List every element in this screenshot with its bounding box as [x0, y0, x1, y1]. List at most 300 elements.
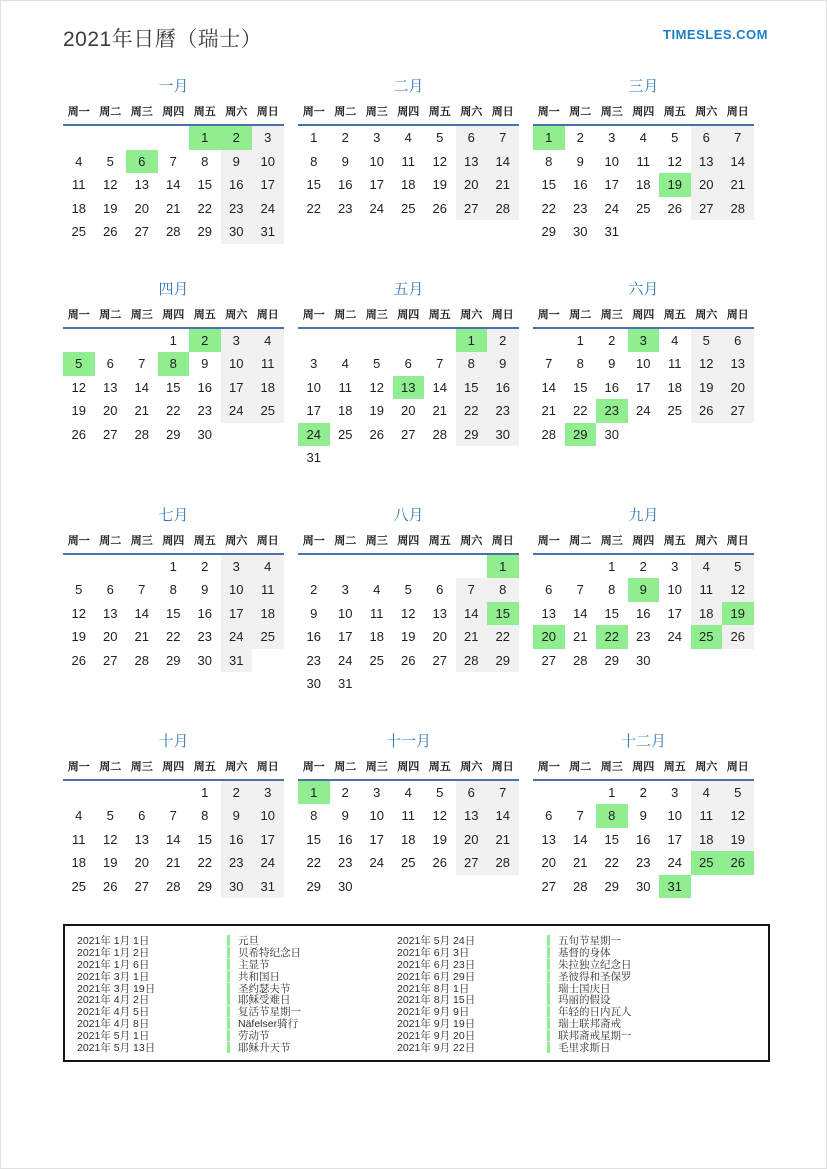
- empty-cell: [393, 875, 425, 899]
- weekday-header: 周一: [298, 532, 330, 554]
- day-cell: 3: [221, 554, 253, 579]
- holiday-date: 2021年 8月 15日: [397, 994, 476, 1007]
- day-cell: 13: [393, 376, 425, 400]
- day-cell: 30: [338, 878, 353, 894]
- holiday-name: Näfelser骑行: [238, 1017, 299, 1030]
- weekday-header: 周日: [487, 532, 519, 554]
- month-六月: [533, 278, 754, 470]
- day-cell: 31: [604, 224, 619, 240]
- day-cell: 22: [596, 625, 628, 649]
- day-cell: 7: [487, 125, 519, 150]
- day-cell: 8: [545, 153, 553, 169]
- weekday-header: 周六: [456, 103, 488, 125]
- day-cell: 10: [369, 808, 384, 824]
- holiday-marker-icon: [227, 994, 230, 1005]
- day-cell: 11: [338, 379, 352, 395]
- day-cell: 11: [72, 177, 86, 193]
- holiday-name: 主显节: [238, 959, 270, 971]
- day-cell: 6: [722, 328, 754, 353]
- holiday-name: 圣彼得和圣保罗: [558, 970, 632, 983]
- day-cell: 23: [338, 200, 353, 216]
- day-cell: 14: [541, 379, 556, 395]
- day-cell: 30: [636, 652, 651, 668]
- day-cell: 1: [189, 125, 221, 150]
- day-cell: 13: [103, 379, 118, 395]
- day-cell: 3: [310, 356, 318, 372]
- day-cell: 31: [659, 875, 691, 899]
- day-cell: 2: [341, 130, 349, 146]
- day-cell: 12: [667, 153, 682, 169]
- day-cell: 26: [401, 652, 416, 668]
- weekday-header: 周六: [456, 532, 488, 554]
- day-cell: 12: [432, 808, 447, 824]
- day-cell: 19: [103, 855, 118, 871]
- holiday-marker-icon: [547, 947, 550, 958]
- day-cell: 24: [221, 625, 253, 649]
- holiday-date: 2021年 4月 8日: [77, 1017, 150, 1030]
- day-cell: 31: [338, 676, 353, 692]
- day-cell: 20: [456, 173, 488, 197]
- day-cell: 24: [338, 652, 353, 668]
- day-cell: 20: [103, 629, 118, 645]
- weekday-header: 周五: [424, 103, 456, 125]
- holiday-marker-icon: [227, 1006, 230, 1017]
- day-cell: 7: [576, 582, 584, 598]
- weekday-header: 周二: [95, 532, 127, 554]
- day-cell: 11: [668, 356, 682, 372]
- day-cell: 15: [604, 831, 619, 847]
- month-grid: [533, 532, 754, 673]
- day-cell: 16: [636, 605, 651, 621]
- day-cell: 24: [636, 403, 651, 419]
- day-cell: 20: [541, 855, 556, 871]
- day-cell: 4: [252, 554, 284, 579]
- weekday-header: 周一: [298, 306, 330, 328]
- day-cell: 7: [576, 808, 584, 824]
- day-cell: 15: [197, 831, 212, 847]
- empty-cell: [424, 554, 456, 579]
- day-cell: 18: [667, 379, 682, 395]
- holiday-date: 2021年 6月 23日: [397, 959, 476, 971]
- day-cell: 2: [221, 780, 253, 805]
- day-cell: 15: [306, 177, 321, 193]
- holiday-name: 毛里求斯日: [558, 1041, 611, 1054]
- month-十一月: [298, 730, 519, 899]
- day-cell: 31: [306, 450, 321, 466]
- holiday-name: 联邦斋戒星期一: [558, 1029, 632, 1042]
- day-cell: 3: [373, 130, 381, 146]
- day-cell: 14: [166, 177, 181, 193]
- day-cell: 2: [576, 130, 584, 146]
- day-cell: 29: [604, 878, 619, 894]
- weekday-header: 周六: [691, 306, 723, 328]
- weekday-header: 周一: [63, 758, 95, 780]
- day-cell: 28: [432, 426, 447, 442]
- legend-column-left: [77, 935, 397, 1054]
- day-cell: 26: [432, 855, 447, 871]
- day-cell: 28: [573, 652, 588, 668]
- holiday-date: 2021年 9月 22日: [397, 1041, 476, 1054]
- day-cell: 5: [436, 784, 444, 800]
- month-title: 四月: [158, 280, 189, 298]
- day-cell: 28: [166, 224, 181, 240]
- day-cell: 3: [341, 582, 349, 598]
- day-cell: 14: [573, 605, 588, 621]
- day-cell: 28: [487, 851, 519, 875]
- day-cell: 28: [573, 878, 588, 894]
- day-cell: 11: [72, 831, 86, 847]
- day-cell: 10: [667, 808, 682, 824]
- day-cell: 23: [636, 629, 651, 645]
- legend-column-right: [397, 935, 756, 1054]
- day-cell: 9: [576, 153, 584, 169]
- day-cell: 2: [341, 784, 349, 800]
- holiday-name: 瑞士联邦斋戒: [558, 1017, 621, 1030]
- day-cell: 5: [404, 582, 412, 598]
- day-cell: 5: [671, 130, 679, 146]
- day-cell: 6: [691, 125, 723, 150]
- day-cell: 19: [71, 629, 86, 645]
- month-grid: [533, 306, 754, 447]
- day-cell: 1: [576, 332, 584, 348]
- day-cell: 25: [71, 224, 86, 240]
- day-cell: 16: [338, 831, 353, 847]
- weekday-header: 周四: [158, 532, 190, 554]
- day-cell: 11: [691, 804, 723, 828]
- weekday-header: 周日: [722, 103, 754, 125]
- empty-cell: [691, 875, 723, 899]
- day-cell: 6: [106, 582, 114, 598]
- day-cell: 7: [138, 356, 146, 372]
- day-cell: 5: [75, 582, 83, 598]
- weekday-header: 周四: [628, 532, 660, 554]
- weekday-header: 周三: [126, 103, 158, 125]
- day-cell: 8: [456, 352, 488, 376]
- day-cell: 22: [306, 855, 321, 871]
- holiday-marker-icon: [547, 994, 550, 1005]
- weekday-header: 周三: [596, 532, 628, 554]
- day-cell: 24: [252, 851, 284, 875]
- weekday-header: 周日: [252, 103, 284, 125]
- day-cell: 1: [310, 130, 318, 146]
- weekday-header: 周五: [189, 306, 221, 328]
- month-十二月: [533, 730, 754, 899]
- day-cell: 18: [636, 177, 651, 193]
- day-cell: 7: [545, 356, 553, 372]
- day-cell: 25: [691, 851, 723, 875]
- day-cell: 8: [596, 804, 628, 828]
- month-一月: [63, 75, 284, 244]
- day-cell: 13: [722, 352, 754, 376]
- day-cell: 27: [432, 652, 447, 668]
- day-cell: 20: [456, 828, 488, 852]
- empty-cell: [158, 125, 190, 150]
- day-cell: 8: [576, 356, 584, 372]
- day-cell: 7: [436, 356, 444, 372]
- day-cell: 11: [370, 605, 384, 621]
- day-cell: 9: [341, 808, 349, 824]
- day-cell: 5: [373, 356, 381, 372]
- day-cell: 3: [252, 125, 284, 150]
- empty-cell: [659, 649, 691, 673]
- holiday-marker-icon: [227, 971, 230, 982]
- day-cell: 12: [691, 352, 723, 376]
- month-title: 三月: [628, 78, 659, 95]
- day-cell: 19: [103, 200, 118, 216]
- day-cell: 20: [722, 376, 754, 400]
- holiday-name: 复活节星期一: [238, 1006, 301, 1019]
- day-cell: 18: [401, 177, 416, 193]
- day-cell: 30: [636, 878, 651, 894]
- day-cell: 6: [545, 582, 553, 598]
- holiday-legend: [63, 924, 770, 1062]
- holiday-marker-icon: [547, 983, 550, 994]
- day-cell: 23: [636, 855, 651, 871]
- month-grid: [63, 306, 284, 447]
- holiday-date: 2021年 1月 6日: [77, 959, 150, 971]
- weekday-header: 周五: [659, 306, 691, 328]
- empty-cell: [361, 672, 393, 696]
- day-cell: 8: [310, 808, 318, 824]
- empty-cell: [487, 446, 519, 470]
- day-cell: 17: [252, 173, 284, 197]
- day-cell: 6: [138, 808, 146, 824]
- day-cell: 13: [456, 150, 488, 174]
- day-cell: 26: [432, 200, 447, 216]
- day-cell: 17: [221, 602, 253, 626]
- month-title: 九月: [628, 506, 659, 524]
- empty-cell: [628, 423, 660, 447]
- day-cell: 22: [197, 855, 212, 871]
- month-二月: [298, 75, 519, 244]
- day-cell: 17: [369, 177, 384, 193]
- day-cell: 6: [126, 150, 158, 174]
- weekday-header: 周三: [126, 306, 158, 328]
- day-cell: 25: [401, 200, 416, 216]
- page-header: [63, 17, 768, 61]
- holiday-marker-icon: [227, 983, 230, 994]
- day-cell: 25: [401, 855, 416, 871]
- day-cell: 12: [71, 605, 86, 621]
- day-cell: 7: [169, 808, 177, 824]
- day-cell: 18: [71, 855, 86, 871]
- day-cell: 26: [103, 878, 118, 894]
- day-cell: 12: [71, 379, 86, 395]
- day-cell: 28: [134, 652, 149, 668]
- weekday-header: 周日: [252, 306, 284, 328]
- weekday-header: 周三: [361, 306, 393, 328]
- day-cell: 5: [722, 780, 754, 805]
- weekday-header: 周四: [628, 758, 660, 780]
- empty-cell: [252, 649, 284, 673]
- empty-cell: [221, 423, 253, 447]
- day-cell: 10: [306, 379, 321, 395]
- day-cell: 2: [189, 328, 221, 353]
- holiday-marker-icon: [547, 1018, 550, 1029]
- weekday-header: 周二: [330, 103, 362, 125]
- empty-cell: [533, 328, 565, 353]
- day-cell: 29: [166, 426, 181, 442]
- month-title: 七月: [158, 506, 189, 524]
- holiday-date: 2021年 6月 3日: [397, 947, 470, 960]
- day-cell: 19: [691, 376, 723, 400]
- holiday-name: 圣约瑟夫节: [238, 982, 291, 995]
- day-cell: 10: [252, 804, 284, 828]
- day-cell: 15: [306, 831, 321, 847]
- empty-cell: [126, 554, 158, 579]
- empty-cell: [565, 554, 597, 579]
- holiday-date: 2021年 6月 29日: [397, 970, 476, 983]
- holiday-date: 2021年 5月 13日: [77, 1041, 156, 1054]
- day-cell: 30: [221, 875, 253, 899]
- empty-cell: [63, 328, 95, 353]
- holiday-marker-icon: [547, 1006, 550, 1017]
- empty-cell: [361, 554, 393, 579]
- empty-cell: [456, 554, 488, 579]
- day-cell: 31: [252, 220, 284, 244]
- weekday-header: 周一: [533, 532, 565, 554]
- day-cell: 7: [456, 578, 488, 602]
- day-cell: 18: [691, 602, 723, 626]
- day-cell: 27: [134, 224, 149, 240]
- day-cell: 5: [63, 352, 95, 376]
- weekday-header: 周四: [158, 306, 190, 328]
- day-cell: 29: [541, 224, 556, 240]
- day-cell: 17: [306, 403, 321, 419]
- holiday-name: 五旬节星期一: [558, 935, 621, 948]
- weekday-header: 周二: [330, 758, 362, 780]
- weekday-header: 周一: [298, 103, 330, 125]
- weekday-header: 周二: [95, 306, 127, 328]
- day-cell: 23: [487, 399, 519, 423]
- holiday-marker-icon: [227, 947, 230, 958]
- day-cell: 14: [456, 602, 488, 626]
- month-四月: [63, 278, 284, 470]
- legend-entry: [77, 1041, 397, 1053]
- day-cell: 14: [722, 150, 754, 174]
- weekday-header: 周一: [533, 103, 565, 125]
- day-cell: 27: [401, 426, 416, 442]
- day-cell: 6: [404, 356, 412, 372]
- weekday-header: 周四: [393, 532, 425, 554]
- day-cell: 9: [201, 356, 209, 372]
- day-cell: 20: [134, 200, 149, 216]
- weekday-header: 周二: [565, 532, 597, 554]
- day-cell: 31: [221, 649, 253, 673]
- day-cell: 27: [103, 426, 118, 442]
- empty-cell: [456, 875, 488, 899]
- day-cell: 5: [436, 130, 444, 146]
- month-三月: [533, 75, 754, 244]
- empty-cell: [393, 446, 425, 470]
- legend-entry: [397, 1041, 756, 1053]
- day-cell: 13: [541, 831, 556, 847]
- empty-cell: [95, 328, 127, 353]
- day-cell: 6: [106, 356, 114, 372]
- empty-cell: [722, 649, 754, 673]
- day-cell: 9: [487, 352, 519, 376]
- day-cell: 9: [608, 356, 616, 372]
- day-cell: 27: [691, 197, 723, 221]
- weekday-header: 周日: [487, 758, 519, 780]
- holiday-date: 2021年 3月 1日: [77, 970, 150, 983]
- day-cell: 16: [197, 605, 212, 621]
- day-cell: 30: [573, 224, 588, 240]
- day-cell: 9: [221, 804, 253, 828]
- month-八月: [298, 504, 519, 696]
- day-cell: 5: [722, 554, 754, 579]
- day-cell: 21: [134, 403, 149, 419]
- day-cell: 4: [691, 554, 723, 579]
- day-cell: 8: [487, 578, 519, 602]
- weekday-header: 周五: [424, 306, 456, 328]
- day-cell: 2: [639, 784, 647, 800]
- day-cell: 16: [221, 173, 253, 197]
- day-cell: 23: [197, 403, 212, 419]
- day-cell: 19: [432, 831, 447, 847]
- day-cell: 21: [487, 173, 519, 197]
- holiday-date: 2021年 9月 19日: [397, 1017, 476, 1030]
- site-link[interactable]: TIMESLES.COM: [663, 27, 768, 42]
- day-cell: 27: [456, 197, 488, 221]
- day-cell: 14: [487, 804, 519, 828]
- weekday-header: 周日: [487, 103, 519, 125]
- month-十月: [63, 730, 284, 899]
- day-cell: 13: [691, 150, 723, 174]
- day-cell: 19: [401, 629, 416, 645]
- weekday-header: 周一: [63, 103, 95, 125]
- empty-cell: [533, 554, 565, 579]
- day-cell: 21: [487, 828, 519, 852]
- day-cell: 20: [134, 855, 149, 871]
- weekday-header: 周五: [189, 103, 221, 125]
- day-cell: 21: [432, 403, 447, 419]
- day-cell: 24: [221, 399, 253, 423]
- holiday-date: 2021年 8月 1日: [397, 982, 470, 995]
- day-cell: 29: [197, 878, 212, 894]
- empty-cell: [63, 780, 95, 805]
- day-cell: 26: [369, 426, 384, 442]
- weekday-header: 周一: [63, 532, 95, 554]
- day-cell: 6: [456, 125, 488, 150]
- day-cell: 15: [197, 177, 212, 193]
- empty-cell: [298, 328, 330, 353]
- day-cell: 3: [671, 784, 679, 800]
- day-cell: 18: [252, 602, 284, 626]
- day-cell: 16: [487, 376, 519, 400]
- day-cell: 12: [103, 831, 118, 847]
- weekday-header: 周一: [533, 306, 565, 328]
- day-cell: 2: [608, 332, 616, 348]
- day-cell: 4: [639, 130, 647, 146]
- day-cell: 17: [338, 629, 353, 645]
- weekday-header: 周三: [596, 306, 628, 328]
- day-cell: 21: [541, 403, 556, 419]
- day-cell: 26: [722, 625, 754, 649]
- day-cell: 18: [338, 403, 353, 419]
- weekday-header: 周六: [456, 758, 488, 780]
- holiday-date: 2021年 9月 9日: [397, 1006, 470, 1019]
- day-cell: 9: [628, 578, 660, 602]
- empty-cell: [424, 446, 456, 470]
- day-cell: 25: [667, 403, 682, 419]
- month-grid: [533, 758, 754, 899]
- day-cell: 1: [487, 554, 519, 579]
- holiday-marker-icon: [227, 1042, 230, 1053]
- empty-cell: [722, 220, 754, 244]
- day-cell: 14: [432, 379, 447, 395]
- day-cell: 14: [487, 150, 519, 174]
